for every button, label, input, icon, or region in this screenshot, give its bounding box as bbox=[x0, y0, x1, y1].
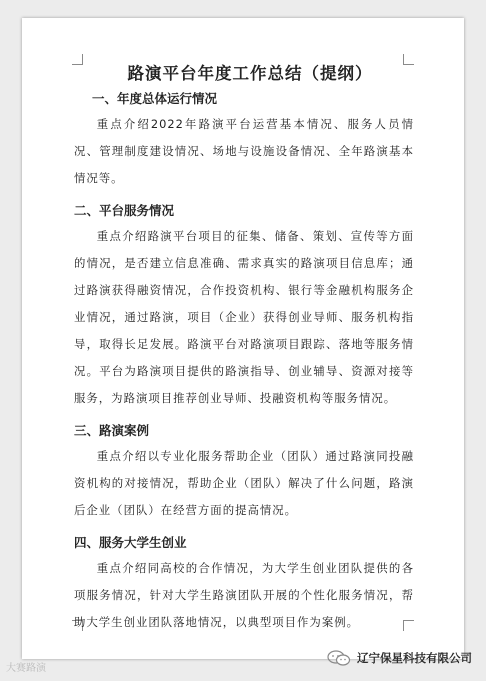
document-title: 路演平台年度工作总结（提纲） bbox=[127, 64, 373, 83]
section-paragraph-2: 重点介绍路演平台项目的征集、储备、策划、宣传等方面的情况，是否建立信息准确、需求真实的路演项目信息库；通过路演获得融资情况，合作投资机构、银行等金融机构服务企业情况，通过路演，项目（企业）获得创业导师、服务机构指导，取得长足发展。路演平台对路演项目跟踪、落地等服务情况。平台为路演项目提供的路演指导、创业辅导、资源对接等服务，为路演项目推荐创业导师、投融资机构等服务情况。 bbox=[74, 229, 414, 405]
section-paragraph-1: 重点介绍2022年路演平台运营基本情况、服务人员情况、管理制度建设情况、场地与设施设备情况、全年路演基本情况等。 bbox=[74, 117, 414, 185]
document-body bbox=[74, 60, 414, 636]
section-heading-1: 一、年度总体运行情况 bbox=[92, 91, 218, 106]
section-heading-2: 二、平台服务情况 bbox=[74, 203, 175, 218]
account-name[interactable]: 辽宁保星科技有限公司 bbox=[357, 651, 472, 665]
watermark-text: 大赛路演 bbox=[6, 663, 46, 674]
account-attribution bbox=[327, 650, 472, 666]
section-paragraph-4: 重点介绍同高校的合作情况，为大学生创业团队提供的各项服务情况，针对大学生路演团队开展的个性化服务情况，帮助大学生创业团队落地情况，以典型项目作为案例。 bbox=[74, 561, 414, 629]
section-heading-4: 四、服务大学生创业 bbox=[74, 535, 187, 550]
section-heading-3: 三、路演案例 bbox=[74, 423, 150, 438]
section-paragraph-3: 重点介绍以专业化服务帮助企业（团队）通过路演同投融资机构的对接情况，帮助企业（团队）解决了什么问题，路演后企业（团队）在经营方面的提高情况。 bbox=[74, 449, 414, 517]
document-page bbox=[22, 18, 464, 659]
wechat-icon bbox=[327, 650, 351, 666]
